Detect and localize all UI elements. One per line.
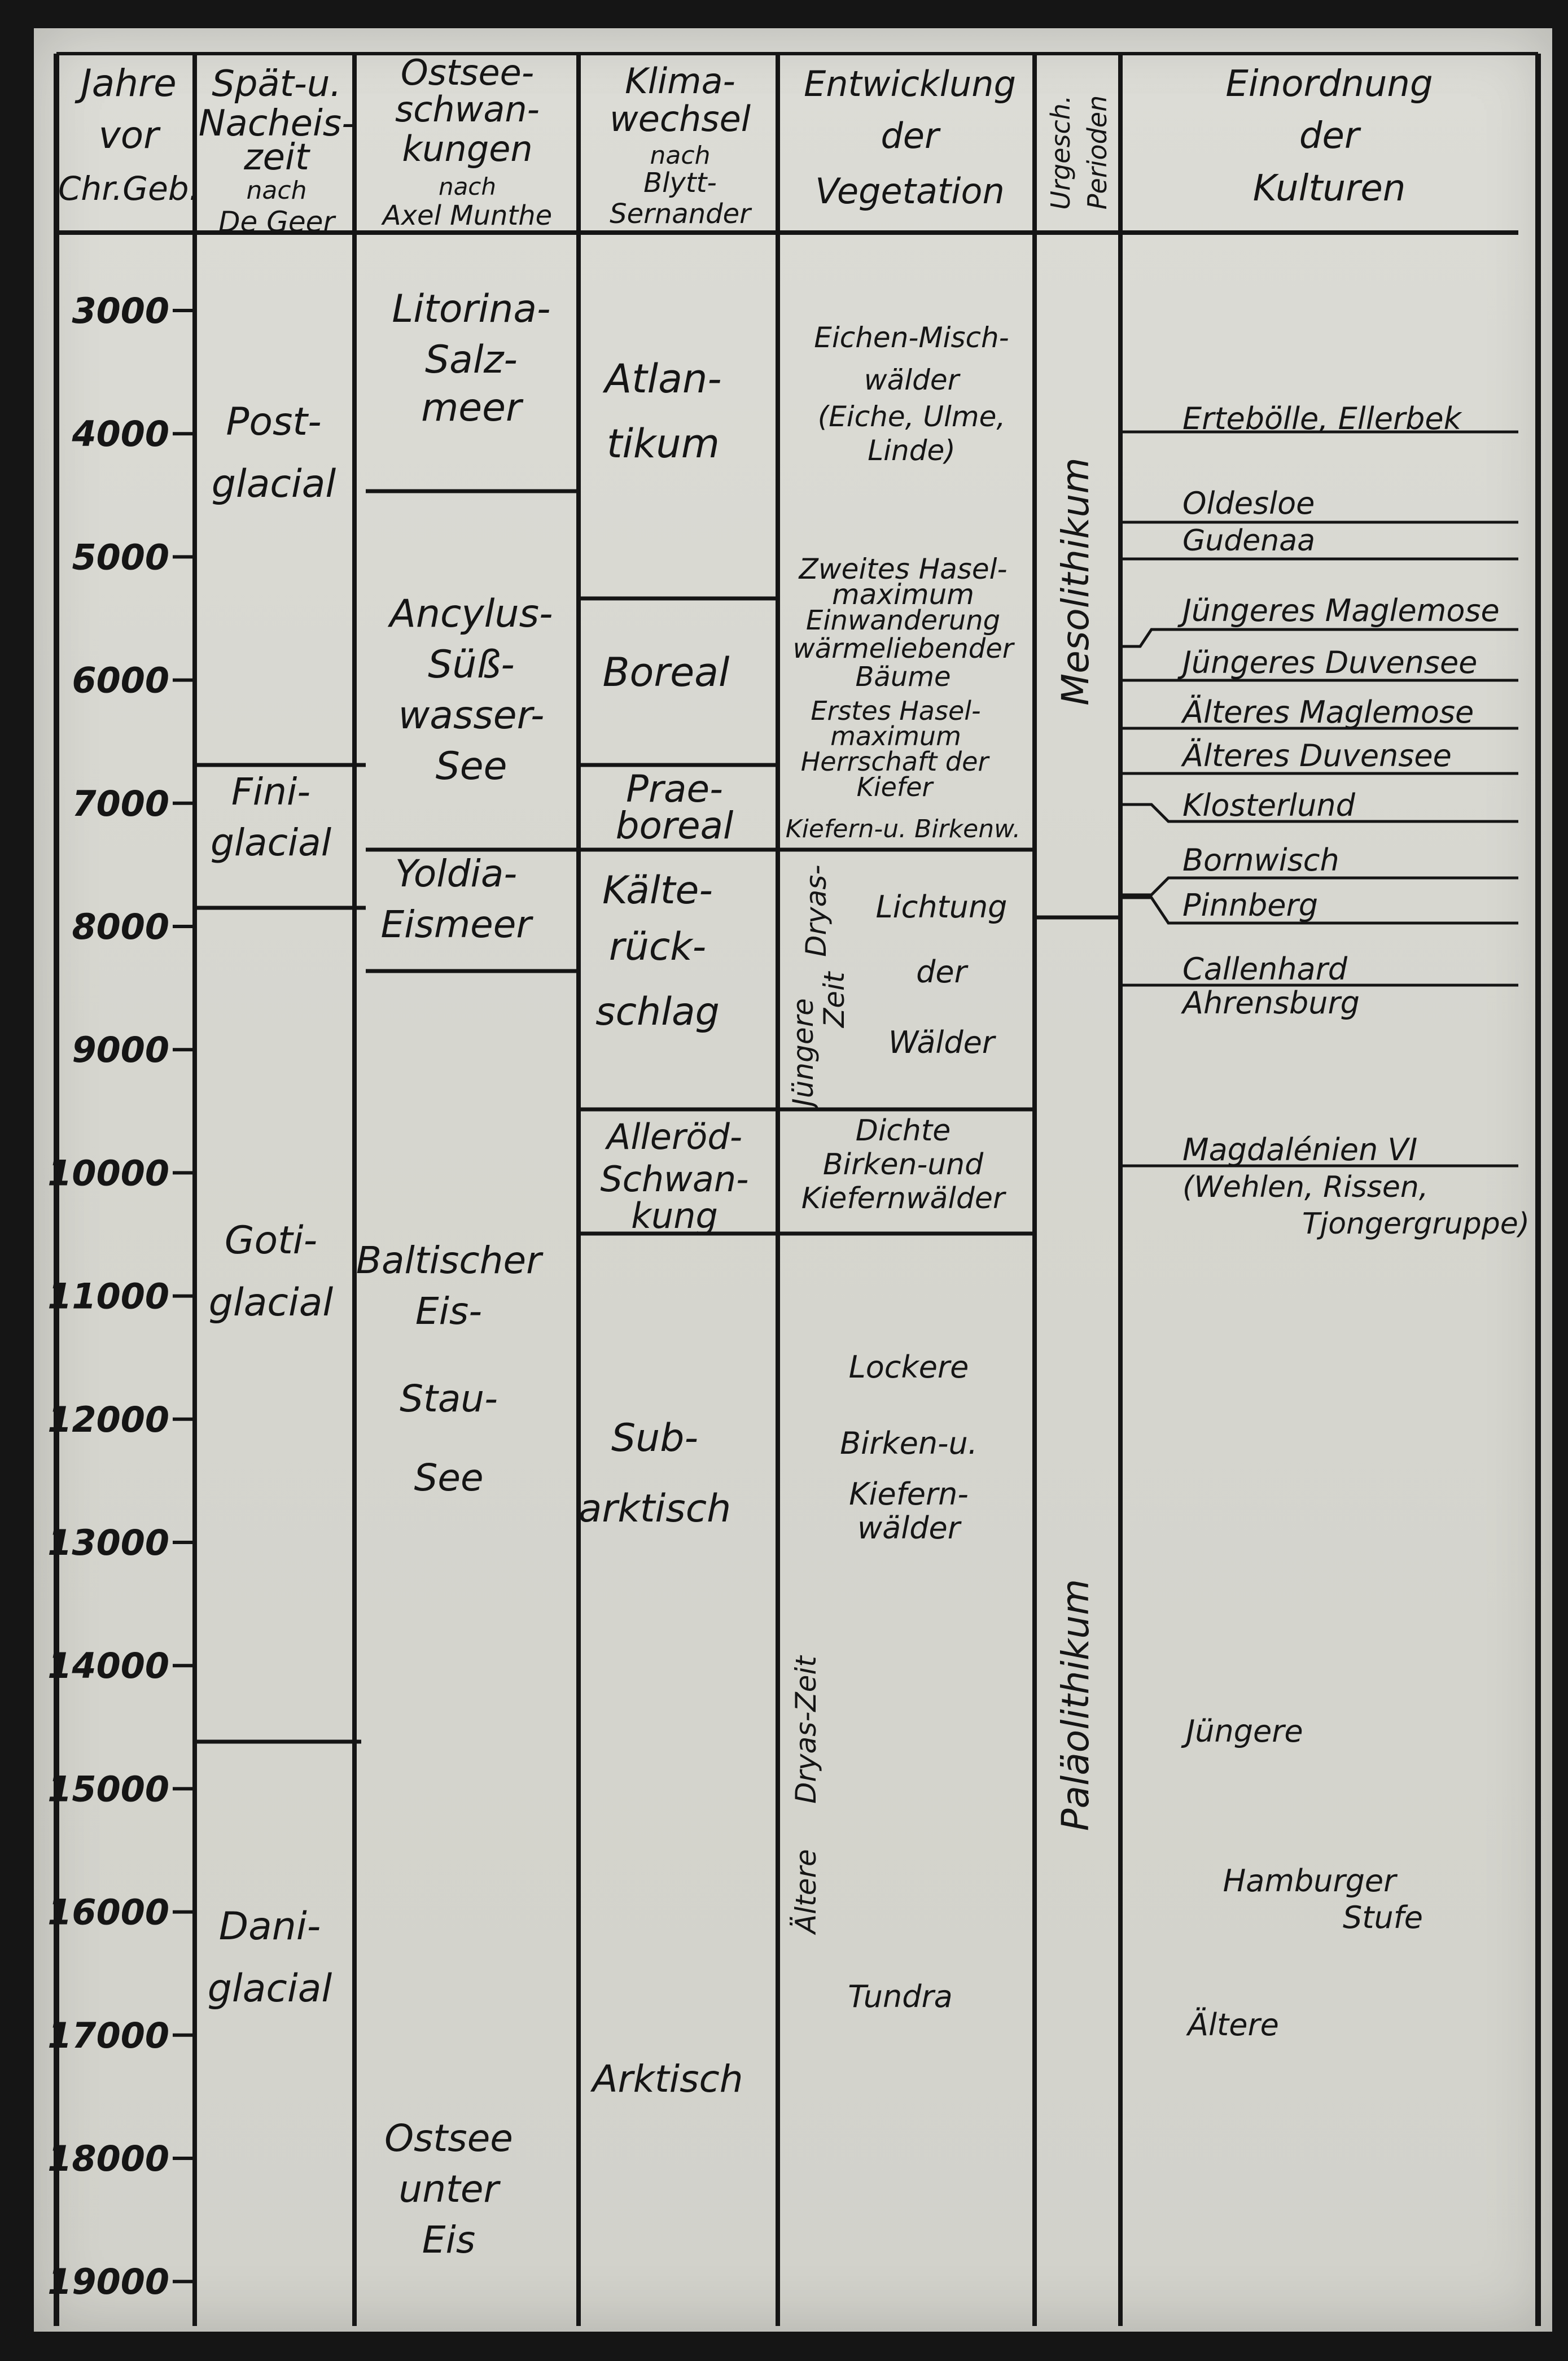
culture-hamburg-older: Ältere <box>1188 2007 1279 2043</box>
period-finiglacial: glacial <box>210 821 332 864</box>
header-late-postglacial: zeit <box>244 137 309 178</box>
year-tick-label: 15000 <box>47 1768 169 1810</box>
phase-baltic-ice-lake: Stau- <box>400 1377 498 1420</box>
veg-pine: Herrschaft der <box>800 746 989 777</box>
header-years: Chr.Geb. <box>58 169 200 208</box>
phase-yoldia: Yoldia- <box>395 852 518 895</box>
phase-ostsee-under-ice: Ostsee <box>384 2117 513 2160</box>
culture-gudenaa: Gudenaa <box>1182 524 1315 558</box>
phase-litorina: Salz- <box>425 338 518 382</box>
period-postglacial: glacial <box>211 462 336 506</box>
veg-pine-birch: Kiefern-u. Birkenw. <box>785 815 1021 843</box>
culture-hamburg: Hamburger <box>1223 1863 1396 1899</box>
header-years: Jahre <box>81 62 177 105</box>
climate-allerod: kung <box>631 1195 718 1236</box>
year-tick-label: 9000 <box>72 1029 169 1071</box>
veg-pine: Kiefer <box>856 772 933 802</box>
year-tick-label: 4000 <box>72 413 169 455</box>
header-climate: Klima- <box>625 60 735 102</box>
year-tick-label: 5000 <box>72 536 169 578</box>
veg-oak-mixed-forest: wälder <box>864 364 960 396</box>
year-tick-label: 18000 <box>47 2138 169 2179</box>
climate-subarctic: arktisch <box>578 1486 732 1531</box>
culture-young-duvensee: Jüngeres Duvensee <box>1182 645 1478 680</box>
header-baltic: Axel Munthe <box>382 200 553 231</box>
header-cultures: Einordnung <box>1225 63 1433 105</box>
year-tick-label: 19000 <box>47 2261 169 2303</box>
period-paleolithic: Paläolithikum <box>1054 1579 1097 1831</box>
veg-second-hazel: Zweites Hasel- <box>799 553 1008 585</box>
climate-cold-relapse: schlag <box>595 990 720 1034</box>
phase-litorina: meer <box>421 386 522 430</box>
veg-first-hazel: maximum <box>830 721 961 751</box>
culture-young-maglemose: Jüngeres Maglemose <box>1182 593 1500 628</box>
culture-magdalenien: Magdalénien VI <box>1182 1132 1418 1168</box>
veg-older-dryas: Dryas-Zeit <box>790 1656 822 1804</box>
culture-ahrensburg: Ahrensburg <box>1182 985 1360 1021</box>
header-late-postglacial: De Geer <box>218 206 335 238</box>
phase-yoldia: Eismeer <box>380 903 532 946</box>
year-tick-label: 11000 <box>47 1275 169 1317</box>
phase-ancylus: Ancylus- <box>389 592 553 636</box>
veg-oak-mixed-forest: (Eiche, Ulme, <box>817 400 1006 433</box>
phase-baltic-ice-lake: Eis- <box>415 1289 483 1333</box>
veg-first-hazel: Erstes Hasel- <box>811 696 981 726</box>
period-postglacial: Post- <box>226 400 322 444</box>
veg-immigration: Einwanderung <box>805 605 1001 636</box>
phase-ancylus: wasser- <box>398 693 545 738</box>
culture-bornwisch: Bornwisch <box>1182 842 1339 878</box>
culture-rule <box>1120 898 1518 923</box>
veg-dense-forest: Kiefernwälder <box>801 1182 1005 1216</box>
climate-allerod: Alleröd- <box>606 1116 743 1157</box>
period-daniglacial: glacial <box>207 1966 332 2011</box>
header-climate: Blytt- <box>643 167 717 199</box>
year-tick-label: 14000 <box>47 1645 169 1687</box>
year-tick-label: 8000 <box>72 906 169 947</box>
header-years: vor <box>98 113 159 157</box>
climate-cold-relapse: rück- <box>608 925 707 969</box>
period-mesolithic: Mesolithikum <box>1054 457 1097 706</box>
climate-preboreal: boreal <box>615 804 734 847</box>
veg-immigration: wärmeliebender <box>792 633 1014 664</box>
header-baltic: kungen <box>402 128 533 169</box>
veg-dense-forest: Birken-und <box>822 1148 984 1182</box>
veg-younger-dryas: Zeit <box>818 972 851 1028</box>
veg-loose-forest: Kiefern- <box>849 1476 969 1512</box>
header-climate: Sernander <box>610 198 751 230</box>
culture-old-duvensee: Älteres Duvensee <box>1182 738 1452 773</box>
culture-rule <box>1120 629 1518 646</box>
climate-cold-relapse: Kälte- <box>602 868 713 913</box>
veg-oak-mixed-forest: Eichen-Misch- <box>814 321 1009 354</box>
culture-hamburg-younger: Jüngere <box>1186 1713 1303 1749</box>
culture-hamburg: Stufe <box>1343 1900 1423 1935</box>
climate-atlantic: tikum <box>607 421 720 467</box>
veg-clearing: Lichtung <box>875 889 1008 925</box>
climate-arctic: Arktisch <box>592 2057 743 2101</box>
culture-magdalenien: Tjongergruppe) <box>1302 1207 1530 1241</box>
header-late-postglacial: Spät-u. <box>212 63 341 105</box>
header-late-postglacial: nach <box>246 176 307 205</box>
climate-subarctic: Sub- <box>611 1416 698 1461</box>
climate-allerod: Schwan- <box>600 1158 749 1200</box>
header-vegetation: Vegetation <box>815 170 1005 212</box>
period-daniglacial: Dani- <box>218 1904 321 1949</box>
veg-younger-dryas: Jüngere <box>787 998 820 1107</box>
phase-ancylus: See <box>435 744 507 789</box>
year-tick-label: 3000 <box>72 290 169 331</box>
year-tick-label: 7000 <box>72 782 169 824</box>
climate-preboreal: Prae- <box>626 767 723 811</box>
veg-loose-forest: wälder <box>857 1510 960 1546</box>
header-cultures: Kulturen <box>1252 168 1406 209</box>
period-gotiglacial: glacial <box>208 1280 334 1325</box>
veg-loose-forest: Lockere <box>848 1349 969 1385</box>
veg-younger-dryas: Dryas- <box>800 864 833 957</box>
veg-dense-forest: Dichte <box>855 1114 951 1148</box>
year-tick-label: 16000 <box>47 1891 169 1933</box>
period-gotiglacial: Goti- <box>224 1218 318 1263</box>
veg-clearing: der <box>916 954 967 990</box>
year-tick-label: 6000 <box>72 659 169 701</box>
header-vegetation: der <box>881 115 939 156</box>
header-periods: Urgesch. <box>1045 95 1076 210</box>
header-climate: nach <box>650 141 711 170</box>
phase-baltic-ice-lake: Baltischer <box>356 1239 542 1282</box>
header-cultures: der <box>1299 115 1360 157</box>
climate-boreal: Boreal <box>602 649 730 696</box>
year-tick-label: 10000 <box>47 1152 169 1194</box>
period-finiglacial: Fini- <box>231 770 311 814</box>
header-late-postglacial: Nacheis- <box>198 103 355 145</box>
culture-magdalenien: (Wehlen, Rissen, <box>1182 1170 1429 1204</box>
culture-klosterlund: Klosterlund <box>1182 788 1355 823</box>
header-periods: Perioden <box>1082 95 1113 210</box>
culture-old-maglemose: Älteres Maglemose <box>1182 694 1474 730</box>
veg-tundra: Tundra <box>848 1979 953 2014</box>
phase-ostsee-under-ice: unter <box>398 2167 499 2211</box>
culture-pinnberg: Pinnberg <box>1182 887 1318 923</box>
header-baltic: schwan- <box>395 89 540 130</box>
header-vegetation: Entwicklung <box>804 63 1016 104</box>
year-tick-label: 12000 <box>47 1398 169 1440</box>
header-baltic: nach <box>438 173 497 200</box>
culture-oldesloe: Oldesloe <box>1182 486 1315 521</box>
culture-callenhard: Callenhard <box>1182 951 1348 987</box>
phase-baltic-ice-lake: See <box>414 1456 484 1499</box>
header-climate: wechsel <box>610 98 751 139</box>
climate-atlantic: Atlan- <box>605 356 722 402</box>
phase-ancylus: Süß- <box>428 642 515 687</box>
veg-clearing: Wälder <box>888 1025 995 1060</box>
veg-older-dryas: Ältere <box>790 1849 822 1934</box>
veg-oak-mixed-forest: Linde) <box>868 434 956 467</box>
veg-second-hazel: maximum <box>832 578 974 611</box>
year-tick-label: 17000 <box>47 2014 169 2056</box>
culture-rule <box>1120 878 1518 895</box>
year-tick-label: 13000 <box>47 1522 169 1563</box>
veg-loose-forest: Birken-u. <box>840 1426 978 1461</box>
phase-ostsee-under-ice: Eis <box>422 2218 476 2262</box>
culture-ertebolle: Ertebölle, Ellerbek <box>1182 401 1461 436</box>
header-baltic: Ostsee- <box>400 52 535 93</box>
phase-litorina: Litorina- <box>392 287 551 331</box>
veg-immigration: Bäume <box>855 661 951 693</box>
